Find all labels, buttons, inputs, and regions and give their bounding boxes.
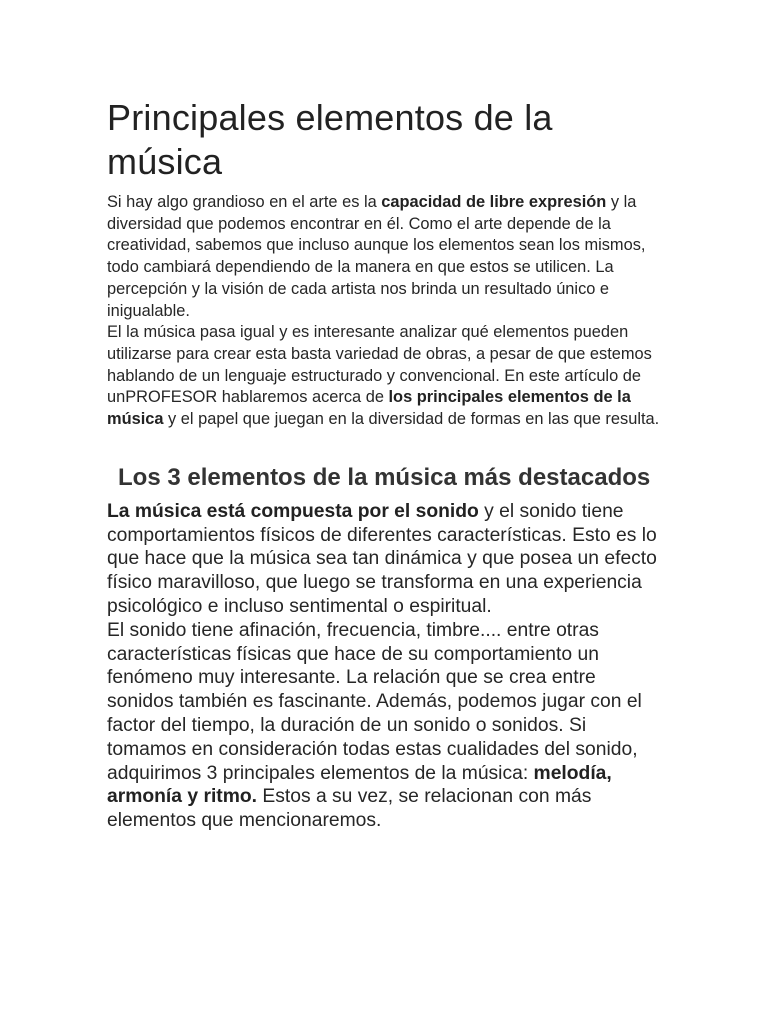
- bold-phrase: los principales elementos de la música: [107, 388, 631, 429]
- section-paragraph-2: [107, 619, 667, 833]
- intro-paragraph-2: [107, 322, 667, 431]
- bold-phrase: La música está compuesta por el sonido: [107, 500, 479, 522]
- text-span: Estos a su vez, se relacionan con más elementos que mencionaremos.: [107, 786, 592, 832]
- text-span: y la diversidad que podemos encontrar en él. Como el arte depende de la creatividad, sabemos que incluso aunque los elementos sean los mismos, todo cambiará dependiendo de la manera en que estos se utilicen. La percepción y la visión de cada artista nos brinda un resultado único e inigualable.: [107, 193, 646, 320]
- section-body: [107, 500, 667, 833]
- section-heading: Los 3 elementos de la música más destacados: [118, 463, 651, 491]
- text-span: Si hay algo grandioso en el arte es la: [107, 193, 382, 211]
- article: [107, 96, 667, 833]
- text-span: y el papel que juegan en la diversidad de formas en las que resulta.: [163, 410, 660, 429]
- section-paragraph-1: [107, 500, 667, 619]
- bold-phrase: capacidad de libre expresión: [381, 193, 607, 211]
- intro-paragraph-1: [107, 192, 667, 322]
- bold-phrase: melodía, armonía y ritmo.: [107, 762, 612, 808]
- text-span: El sonido tiene afinación, frecuencia, timbre.... entre otras características físicas que hace de su comportamiento un fenómeno muy interesante. La relación que se crea entre sonidos también es fascinante. Además, podemos jugar con el factor del tiempo, la duración de un sonido o sonidos. Si tomamos en consideración todas estas cualidades del sonido, adquirimos 3 principales elementos de la música:: [107, 619, 642, 784]
- page-title: Principales elementos de la música: [107, 97, 553, 182]
- text-span: y el sonido tiene comportamientos físicos de diferentes características. Esto es lo que hace que la música sea tan dinámica y que posea un efecto físico maravilloso, que luego se transforma en una experiencia psicológico e incluso sentimental o espiritual.: [107, 500, 657, 617]
- intro-text: [107, 192, 667, 431]
- text-span: El la música pasa igual y es interesante analizar qué elementos pueden utilizarse para crear esta basta variedad de obras, a pesar de que estemos hablando de un lenguaje estructurado y convencional. En este artículo de unPROFESOR hablaremos acerca de: [107, 323, 652, 407]
